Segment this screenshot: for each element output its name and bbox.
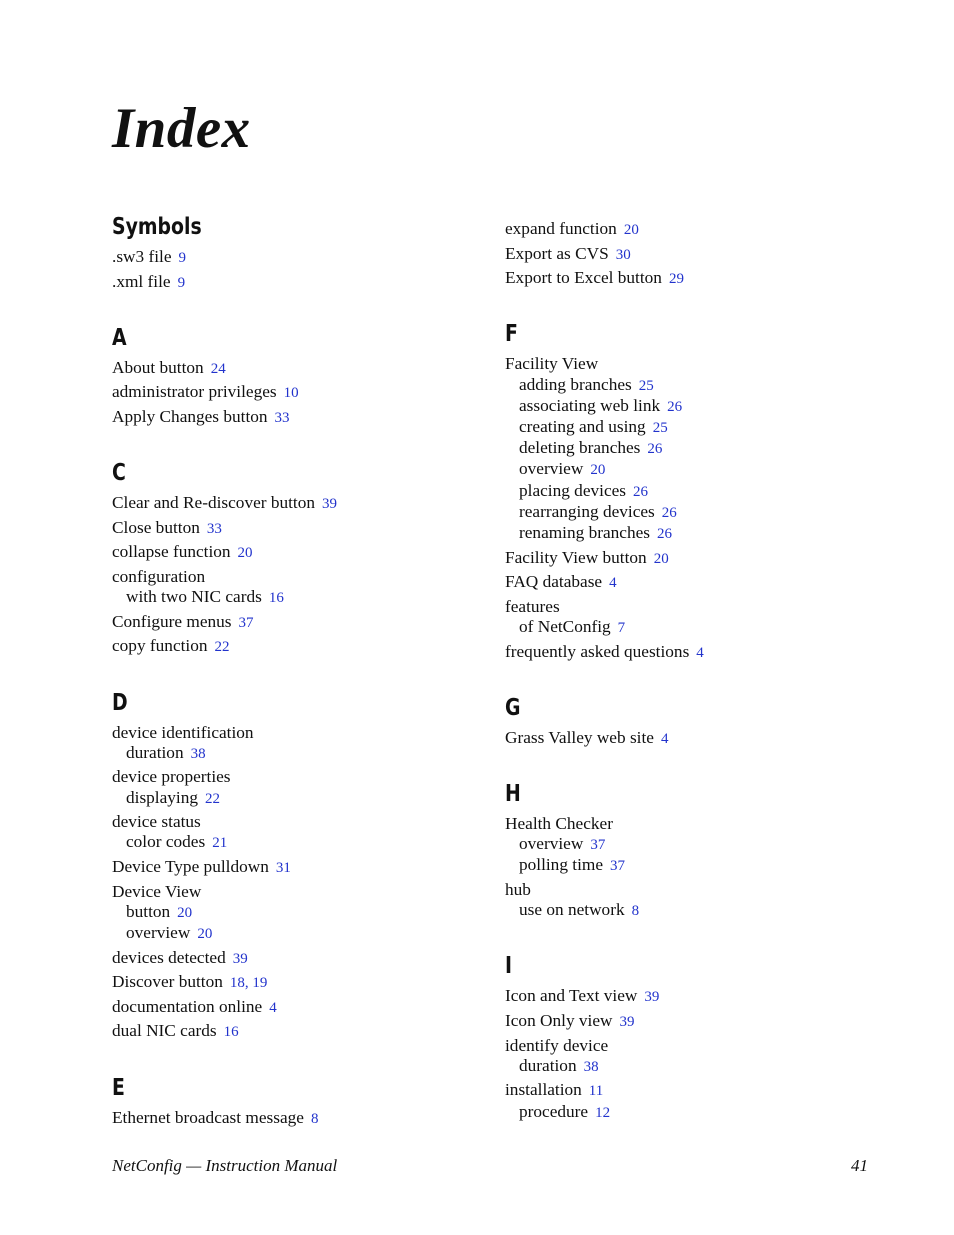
index-entry-line: [505, 986, 885, 1007]
index-entry: [112, 567, 492, 608]
index-entry: [112, 882, 492, 945]
index-entry: [505, 219, 885, 240]
index-entry: [112, 997, 492, 1018]
index-entry: [505, 597, 885, 638]
page-link[interactable]: 20: [177, 904, 193, 921]
index-term: Export as CVS: [505, 243, 609, 263]
page-link[interactable]: 26: [647, 441, 663, 458]
index-entry-line: [112, 542, 492, 563]
section-letter-heading: H: [505, 781, 521, 807]
section-letter-heading: I: [505, 953, 513, 980]
index-entry-line: [505, 728, 885, 749]
index-term: devices detected: [112, 947, 226, 967]
page-link[interactable]: 20: [197, 925, 213, 942]
index-entry-line: [505, 268, 885, 289]
index-term: FAQ database: [505, 572, 603, 592]
section-letter-heading: F: [505, 321, 518, 348]
index-term: .xml file: [112, 271, 171, 291]
index-entry-line: [112, 272, 492, 293]
index-entry-line: [505, 814, 885, 834]
index-term: overview: [126, 922, 191, 942]
index-section: [505, 693, 885, 749]
page-link[interactable]: 37: [238, 614, 254, 631]
index-term: Icon Only view: [505, 1011, 613, 1030]
index-term: hub: [505, 880, 531, 899]
page-link[interactable]: 7: [617, 620, 626, 636]
index-term: overview: [519, 834, 584, 854]
index-term: Apply Changes button: [112, 406, 268, 426]
index-entry: [505, 1080, 885, 1122]
index-subentry: [505, 438, 885, 459]
index-entry: [505, 268, 885, 289]
index-term: frequently asked questions: [505, 641, 690, 661]
page-link[interactable]: 37: [590, 837, 606, 854]
page-link[interactable]: 24: [210, 360, 226, 377]
index-term: documentation online: [112, 996, 263, 1016]
index-entry-line: [112, 493, 492, 514]
page-link[interactable]: 37: [610, 858, 626, 875]
page-link[interactable]: 39: [619, 1014, 635, 1030]
index-term: use on network: [519, 900, 625, 920]
index-term: collapse function: [112, 542, 231, 562]
index-term: .sw3 file: [112, 247, 172, 266]
page-link[interactable]: 20: [623, 222, 639, 238]
page-link[interactable]: 26: [633, 483, 649, 500]
page-link[interactable]: 26: [657, 526, 672, 543]
index-entry-line: [505, 1036, 885, 1056]
index-entry: [112, 1021, 492, 1042]
page-link[interactable]: 25: [652, 420, 668, 436]
index-entry: [112, 358, 492, 379]
page-link[interactable]: 12: [595, 1104, 611, 1121]
page-link[interactable]: 33: [274, 409, 290, 426]
index-entry: [112, 542, 492, 563]
index-entry: [112, 518, 492, 539]
index-entry-line: [112, 767, 492, 787]
index-entry: [505, 354, 885, 544]
index-term: deleting branches: [519, 438, 641, 458]
page-link[interactable]: 20: [237, 545, 253, 562]
index-entry: [505, 572, 885, 593]
index-entry: [112, 767, 492, 808]
index-entry-line: [112, 1021, 492, 1042]
index-entry: [505, 728, 885, 749]
index-term: Close button: [112, 517, 200, 537]
index-entry: [112, 272, 492, 293]
page-link[interactable]: 10: [283, 385, 299, 402]
index-entry-line: [505, 354, 885, 374]
index-term: with two NIC cards: [126, 587, 262, 607]
index-entry-line: [505, 548, 885, 569]
index-entry-line: [112, 518, 492, 539]
index-entry: [112, 723, 492, 764]
index-term: Clear and Re-discover button: [112, 493, 315, 513]
index-entry-line: [505, 1080, 885, 1101]
page-link[interactable]: 9: [178, 250, 187, 266]
index-entry-line: [112, 567, 492, 587]
index-term: of NetConfig: [519, 617, 611, 636]
page-title: Index: [112, 97, 251, 160]
index-entry-line: [112, 358, 492, 379]
index-term: Device Type pulldown: [112, 856, 269, 876]
section-letter-heading: D: [112, 689, 128, 716]
index-entry-line: [112, 407, 492, 428]
index-term: identify device: [505, 1035, 609, 1055]
index-entry: [112, 812, 492, 853]
index-subentry: [505, 855, 885, 876]
index-entry-line: [112, 972, 492, 993]
page-link[interactable]: 39: [232, 950, 248, 967]
page-link[interactable]: 39: [644, 989, 660, 1006]
index-term: device properties: [112, 767, 231, 787]
page-link[interactable]: 4: [609, 575, 617, 592]
index-entry-line: [112, 857, 492, 878]
index-term: polling time: [519, 855, 604, 875]
index-entry: [112, 612, 492, 633]
page-link[interactable]: 31: [275, 859, 291, 876]
index-entry-line: [505, 597, 885, 617]
index-term: Icon and Text view: [505, 986, 638, 1006]
index-term: device status: [112, 812, 201, 832]
section-letter-heading: G: [505, 694, 521, 721]
index-term: duration: [126, 742, 184, 762]
index-entry-line: [505, 642, 885, 663]
index-subentry: [112, 587, 492, 608]
index-term: Grass Valley web site: [505, 727, 654, 747]
page-link[interactable]: 4: [269, 999, 277, 1016]
index-entry-line: [112, 247, 492, 268]
footer-manual-title: NetConfig — Instruction Manual: [112, 1156, 338, 1175]
index-term: Device View: [112, 881, 202, 901]
index-entry-line: [112, 1108, 492, 1129]
index-term: duration: [519, 1055, 577, 1075]
index-term: button: [126, 901, 171, 921]
page-link[interactable]: 20: [590, 462, 606, 479]
index-section: [505, 319, 885, 662]
index-term: associating web link: [519, 395, 661, 415]
index-section: [505, 779, 885, 921]
index-entry: [505, 548, 885, 569]
index-entry-line: [112, 636, 492, 657]
section-letter-heading: C: [112, 460, 126, 487]
index-entry-line: [505, 244, 885, 265]
index-column-left: [112, 212, 492, 1129]
index-term: renaming branches: [519, 523, 650, 543]
index-term: configuration: [112, 566, 206, 586]
index-subentry: [505, 417, 885, 438]
index-entry-line: [112, 723, 492, 743]
index-entry: [112, 493, 492, 514]
page-link[interactable]: 29: [668, 271, 684, 288]
index-term: administrator privileges: [112, 382, 277, 402]
index-term: device identification: [112, 722, 254, 742]
index-subentry: [505, 1102, 885, 1123]
index-section: [112, 688, 492, 1043]
index-entry-line: [112, 382, 492, 403]
index-entry: [505, 642, 885, 663]
index-entry-line: [505, 219, 885, 240]
index-term: Discover button: [112, 972, 223, 992]
index-term: rearranging devices: [519, 501, 655, 521]
page-link[interactable]: 39: [322, 496, 337, 513]
index-term: Facility View: [505, 354, 599, 374]
index-entry: [505, 1011, 885, 1032]
index-term: Ethernet broadcast message: [112, 1107, 304, 1127]
page-link[interactable]: 30: [615, 246, 631, 263]
index-term: copy function: [112, 636, 208, 656]
index-entry-line: [112, 612, 492, 633]
index-subentry: [505, 459, 885, 480]
index-subentry: [112, 788, 492, 809]
page-link[interactable]: 20: [653, 550, 669, 567]
index-subentry: [505, 502, 885, 523]
index-term: color codes: [126, 832, 206, 852]
page-link[interactable]: 38: [190, 745, 206, 762]
section-letter-heading: Symbols: [112, 214, 202, 240]
index-term: displaying: [126, 787, 199, 807]
index-section: [112, 458, 492, 657]
index-entry: [505, 814, 885, 877]
index-term: Facility View button: [505, 547, 647, 567]
index-entry-line: [505, 1011, 885, 1032]
index-term: Export to Excel button: [505, 268, 662, 288]
page-link[interactable]: 4: [696, 644, 704, 661]
index-term: Health Checker: [505, 814, 613, 833]
index-subentry: [112, 743, 492, 764]
index-entry: [112, 1108, 492, 1129]
index-term: features: [505, 596, 560, 616]
index-subentry: [112, 832, 492, 853]
index-subentry: [505, 900, 885, 921]
index-entry-line: [112, 997, 492, 1018]
index-section: [112, 323, 492, 428]
index-subentry: [112, 923, 492, 944]
index-entry: [112, 407, 492, 428]
index-subentry: [505, 1056, 885, 1077]
index-subentry: [112, 902, 492, 923]
page-link[interactable]: 16: [223, 1024, 239, 1041]
index-entry: [505, 986, 885, 1007]
index-subentry: [505, 396, 885, 417]
page-link[interactable]: 18, 19: [229, 975, 268, 992]
index-entry: [505, 244, 885, 265]
index-section: [505, 219, 885, 289]
page-link[interactable]: 26: [667, 398, 683, 415]
index-subentry: [505, 375, 885, 396]
index-entry-line: [112, 948, 492, 969]
index-entry: [112, 636, 492, 657]
index-term: installation: [505, 1080, 582, 1100]
index-subentry: [505, 617, 885, 638]
page-link[interactable]: 21: [212, 835, 228, 852]
index-entry: [112, 972, 492, 993]
page-link[interactable]: 16: [268, 590, 284, 607]
index-term: expand function: [505, 219, 617, 238]
index-term: creating and using: [519, 417, 646, 436]
page-link[interactable]: 38: [583, 1058, 599, 1075]
page-link[interactable]: 8: [310, 1110, 319, 1127]
index-entry-line: [505, 880, 885, 900]
index-subentry: [505, 834, 885, 855]
index-subentry: [505, 523, 885, 544]
index-entry: [505, 1036, 885, 1077]
index-term: overview: [519, 459, 584, 479]
index-entry: [505, 880, 885, 921]
section-letter-heading: E: [112, 1074, 125, 1101]
index-entry-line: [112, 812, 492, 832]
page-link[interactable]: 25: [638, 377, 654, 394]
index-subentry: [505, 481, 885, 502]
page-link[interactable]: 8: [631, 903, 640, 920]
index-term: Configure menus: [112, 611, 232, 631]
index-section: [112, 212, 492, 293]
index-term: adding branches: [519, 374, 632, 394]
page-link[interactable]: 33: [206, 520, 222, 537]
index-term: dual NIC cards: [112, 1021, 217, 1041]
index-term: About button: [112, 357, 204, 377]
index-term: procedure: [519, 1101, 589, 1121]
page-link[interactable]: 22: [214, 639, 230, 656]
index-entry: [112, 382, 492, 403]
index-section: [505, 951, 885, 1122]
page-link[interactable]: 9: [177, 274, 186, 291]
index-column-right: [505, 219, 885, 1123]
footer-page-number: 41: [851, 1156, 868, 1175]
index-term: placing devices: [519, 480, 627, 500]
index-entry-line: [505, 572, 885, 593]
page-link[interactable]: 26: [661, 504, 677, 521]
index-entry: [112, 857, 492, 878]
page-link[interactable]: 22: [205, 790, 221, 807]
index-entry: [112, 948, 492, 969]
index-entry: [112, 247, 492, 268]
page-link[interactable]: 11: [588, 1083, 604, 1100]
section-letter-heading: A: [112, 324, 127, 351]
index-section: [112, 1073, 492, 1129]
index-entry-line: [112, 882, 492, 902]
page-link[interactable]: 4: [660, 730, 669, 747]
